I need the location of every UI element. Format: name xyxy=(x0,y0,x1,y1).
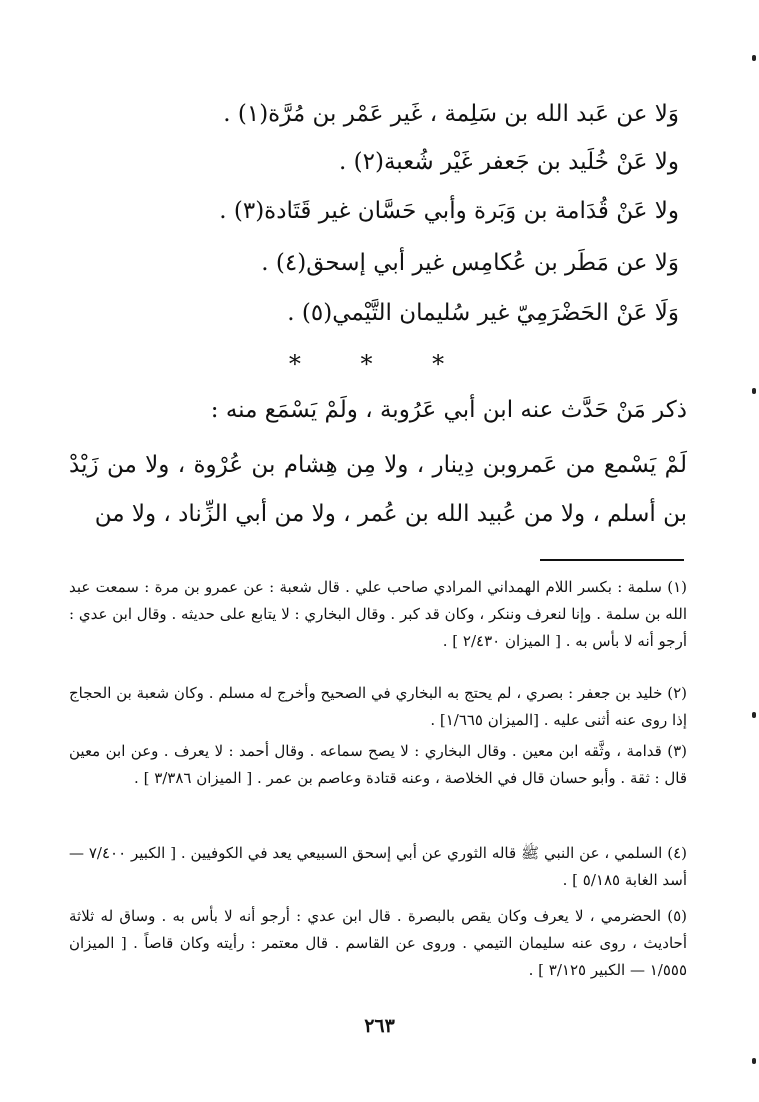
section-separator: * * * xyxy=(288,350,471,378)
section-heading: ذكر مَنْ حَدَّث عنه ابن أبي عَرُوبة ، ولَمْ يَسْمَع منه : xyxy=(210,397,687,423)
page-number: ٢٦٣ xyxy=(364,1015,395,1037)
footnote-4: (٤) السلمي ، عن النبي ﷺ قاله الثوري عن أبي إسحق السبيعي يعد في الكوفيين . [ الكبير ٧/٤٠٠ — أسد الغابة ٥/١٨٥ ] . xyxy=(69,844,687,889)
scan-speck xyxy=(752,55,756,61)
text-line-5: وَلَا عَنْ الحَضْرَمِيّ غير سُليمان التَّيْمي(٥) . xyxy=(287,300,679,326)
text-line-1: وَلا عن عَبد الله بن سَلِمة ، غَير عَمْر بن مُرَّة(١) . xyxy=(223,101,679,127)
scan-speck xyxy=(752,1058,756,1064)
text-line-4: وَلا عن مَطَر بن عُكامِس غير أبي إسحق(٤) . xyxy=(261,250,679,276)
footnote-2: (٢) خليد بن جعفر : بصري ، لم يحتج به البخاري في الصحيح وأخرج له مسلم . وكان شعبة بن الحجاج إذا روى عنه أثنى عليه . [الميزان ١/٦٦٥] . xyxy=(69,684,687,729)
text-line-2: ولا عَنْ خُلَيد بن جَعفر غَيْر شُعبة(٢) . xyxy=(339,149,679,175)
body-paragraph: لَمْ يَسْمع من عَمروبن دِينار ، ولا مِن هِشام بن عُرْوة ، ولا من زَيْدْ بن أسلم ، ولا من عُبيد الله بن عُمر ، ولا من أبي الزِّناد ، ولا من xyxy=(69,452,687,527)
footnote-5: (٥) الحضرمي ، لا يعرف وكان يقص بالبصرة . قال ابن عدي : أرجو أنه لا بأس به . وساق له ثلاثة أحاديث ، روى عنه سليمان التيمي . وروى عن القاسم . قال معتمر : رأيته وكان قاصاً . [ الميزان ١/٥٥٥ — الكبير ٣/١٢٥ ] . xyxy=(69,907,687,979)
text-line-3: ولا عَنْ قُدَامة بن وَبَرة وأبي حَسَّان غير قَتَادة(٣) . xyxy=(219,198,679,224)
scan-speck xyxy=(752,712,756,718)
scan-speck xyxy=(752,388,756,394)
footnote-1: (١) سلمة : بكسر اللام الهمداني المرادي صاحب علي . قال شعبة : عن عمرو بن مرة : سمعت عبد الله بن سلمة . وإنا لنعرف وننكر ، وكان قد كبر . وقال البخاري : لا يتابع على حديثه . وقال ابن عدي : أرجو أنه لا بأس به . [ الميزان ٢/٤٣٠ ] . xyxy=(69,578,687,650)
footnote-divider xyxy=(540,559,684,561)
footnote-3: (٣) قدامة ، وثَّقه ابن معين . وقال البخاري : لا يصح سماعه . وقال أحمد : لا يعرف . وعن ابن معين قال : ثقة . وأبو حسان قال في الخلاصة ، وعنه قتادة وعاصم بن عمر . [ الميزان ٣/٣٨٦ ] . xyxy=(69,742,687,787)
